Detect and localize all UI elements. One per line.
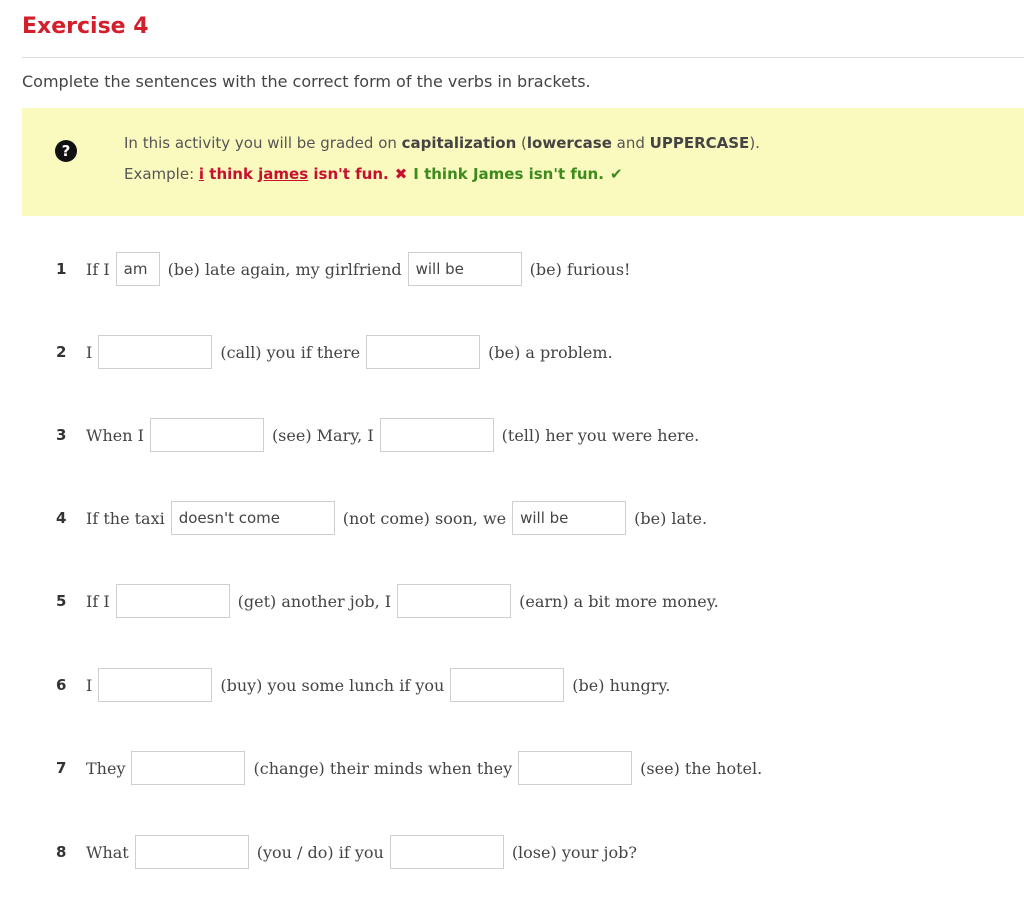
exercise-item-1: [56, 251, 630, 287]
note-text: (: [516, 134, 527, 152]
item-number: 4: [56, 509, 67, 527]
sentence-text: They: [86, 758, 126, 778]
item-number: 6: [56, 676, 67, 694]
sentence-text: (get) another job, I: [237, 591, 392, 611]
sentence-text: (be) hungry.: [572, 675, 671, 695]
answer-input-7a[interactable]: [131, 751, 245, 785]
answer-input-1a[interactable]: [116, 252, 160, 286]
answer-input-2a[interactable]: [98, 335, 212, 369]
sentence-text: (lose) your job?: [511, 842, 637, 862]
sentence-text: I: [86, 342, 93, 362]
cross-icon: ✖: [394, 165, 408, 183]
sentence-text: I: [86, 675, 93, 695]
exercise-item-3: [56, 417, 699, 453]
sentence-text: (buy) you some lunch if you: [220, 675, 445, 695]
grading-note: [22, 108, 1024, 216]
exercise-item-8: [56, 834, 637, 870]
correct-example: I think James isn't fun.: [413, 165, 604, 183]
exercise-instructions: Complete the sentences with the correct form of the verbs in brackets.: [22, 72, 591, 91]
answer-input-8a[interactable]: [135, 835, 249, 869]
sentence-text: (you / do) if you: [256, 842, 384, 862]
exercise-item-4: [56, 500, 707, 536]
note-bold: lowercase: [526, 134, 612, 152]
sentence-text: (earn) a bit more money.: [519, 591, 719, 611]
exercise-title: Exercise 4: [22, 14, 149, 39]
grading-note-text: [124, 134, 760, 152]
divider: [22, 57, 1024, 58]
example-line: [124, 165, 623, 183]
note-bold: capitalization: [401, 134, 517, 152]
note-bold: UPPERCASE: [649, 134, 750, 152]
sentence-text: (see) Mary, I: [271, 425, 374, 445]
sentence-text: If the taxi: [86, 508, 165, 528]
item-number: 2: [56, 343, 67, 361]
sentence-text: (not come) soon, we: [342, 508, 507, 528]
answer-input-1b[interactable]: [408, 252, 522, 286]
wrong-example-part: i: [198, 165, 205, 183]
checkmark-icon: ✔: [609, 165, 623, 183]
item-number: 3: [56, 426, 67, 444]
wrong-example-part: james: [258, 165, 309, 183]
note-text: In this activity you will be graded on: [124, 134, 402, 152]
answer-input-3a[interactable]: [150, 418, 264, 452]
sentence-text: (call) you if there: [220, 342, 361, 362]
wrong-example-part: isn't fun.: [308, 165, 389, 183]
question-icon[interactable]: ?: [55, 140, 77, 162]
sentence-text: If I: [86, 591, 110, 611]
item-number: 5: [56, 592, 67, 610]
item-number: 1: [56, 260, 67, 278]
answer-input-8b[interactable]: [390, 835, 504, 869]
answer-input-5a[interactable]: [116, 584, 230, 618]
sentence-text: (be) late again, my girlfriend: [167, 259, 402, 279]
answer-input-7b[interactable]: [518, 751, 632, 785]
note-text: and: [611, 134, 650, 152]
answer-input-4a[interactable]: [171, 501, 335, 535]
answer-input-3b[interactable]: [380, 418, 494, 452]
sentence-text: (be) furious!: [529, 259, 631, 279]
example-label: Example:: [124, 165, 199, 183]
answer-input-4b[interactable]: [512, 501, 626, 535]
note-text: ).: [749, 134, 760, 152]
exercise-item-2: [56, 334, 613, 370]
sentence-text: What: [86, 842, 129, 862]
sentence-text: (see) the hotel.: [640, 758, 763, 778]
sentence-text: When I: [86, 425, 144, 445]
answer-input-2b[interactable]: [366, 335, 480, 369]
exercise-item-6: [56, 667, 670, 703]
answer-input-6a[interactable]: [98, 668, 212, 702]
answer-input-6b[interactable]: [450, 668, 564, 702]
wrong-example: [199, 165, 389, 183]
sentence-text: (tell) her you were here.: [501, 425, 700, 445]
exercise-item-7: [56, 750, 762, 786]
sentence-text: (change) their minds when they: [253, 758, 513, 778]
exercise-item-5: [56, 583, 719, 619]
sentence-text: If I: [86, 259, 110, 279]
wrong-example-part: think: [204, 165, 259, 183]
sentence-text: (be) late.: [634, 508, 708, 528]
item-number: 7: [56, 759, 67, 777]
item-number: 8: [56, 843, 67, 861]
sentence-text: (be) a problem.: [488, 342, 613, 362]
answer-input-5b[interactable]: [397, 584, 511, 618]
